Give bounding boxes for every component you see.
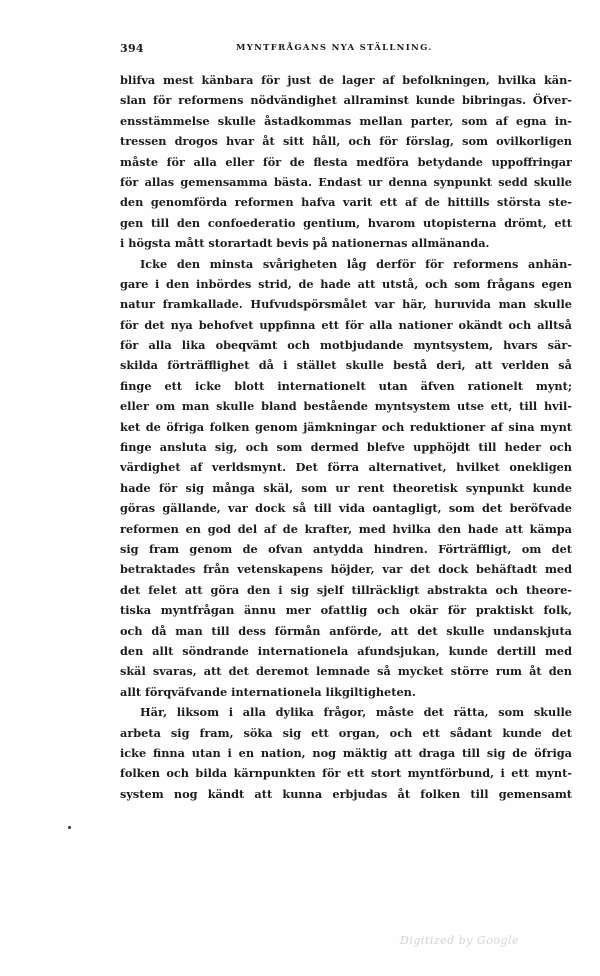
text-line: folken och bilda kärnpunkten för ett stort myntförbund, i ett mynt- — [120, 766, 572, 781]
text-line: tressen drogos hvar åt sitt håll, och för förslag, som ovilkorligen — [120, 134, 572, 149]
text-line: i högsta mått storartadt bevis på nationernas allmänanda. — [120, 236, 490, 251]
text-line: skäl svaras, att det deremot lemnade så mycket större rum åt den — [120, 664, 572, 679]
text-line: slan för reformens nödvändighet allraminst kunde bibringas. Öfver- — [120, 93, 572, 108]
text-line: den genomförda reformen hafva varit ett af de hittills största ste- — [120, 195, 572, 210]
text-line: eller om man skulle bland bestående myntsystem utse ett, till hvil- — [120, 399, 572, 414]
text-line: betraktades från vetenskapens höjder, var det dock behäftadt med — [120, 562, 572, 577]
paragraph-start-line: Här, liksom i alla dylika frågor, måste det rätta, som skulle — [140, 705, 572, 720]
text-line: system nog kändt att kunna erbjudas åt folken till gemensamt — [120, 786, 572, 801]
text-line: ket de öfriga folken genom jämkningar och reduktioner af sina mynt — [120, 419, 572, 434]
text-line: hade för sig många skäl, som ur rent theoretisk synpunkt kunde — [120, 480, 572, 495]
text-line: måste för alla eller för de flesta medföra betydande uppoffringar — [120, 154, 572, 169]
text-line: skilda förträfflighet då i stället skulle bestå deri, att verlden så — [120, 358, 572, 373]
text-line: finge ansluta sig, och som dermed blefve upphöjdt till heder och — [120, 440, 572, 455]
running-title: MYNTFRÅGANS NYA STÄLLNING. — [236, 43, 433, 53]
text-line: natur framkallade. Hufvudspörsmålet var här, huruvida man skulle — [120, 297, 572, 312]
text-line: sig fram genom de ofvan antydda hindren. Förträffligt, om det — [120, 541, 572, 556]
text-line: finge ett icke blott internationelt utan äfven rationelt mynt; — [120, 378, 572, 393]
text-line: arbeta sig fram, söka sig ett organ, och ett sådant kunde det — [120, 725, 572, 740]
text-line: blifva mest känbara för just de lager af befolkningen, hvilka kän- — [120, 73, 572, 87]
text-line: tiska myntfrågan ännu mer ofattlig och okär för praktiskt folk, — [120, 603, 572, 618]
text-line: allt förqväfvande internationela likgiltigheten. — [120, 684, 416, 699]
text-line: det felet att göra den i sig sjelf tillräckligt abstrakta och theore- — [120, 582, 572, 597]
text-line: för allas gemensamma bästa. Endast ur denna synpunkt sedd skulle — [120, 174, 572, 189]
text-line: reformen en god del af de krafter, med hvilka den hade att kämpa — [120, 521, 572, 536]
margin-mark — [68, 826, 71, 829]
digitization-watermark: Digitized by Google — [400, 934, 520, 947]
text-line: för det nya behofvet uppfinna ett för alla nationer okändt och alltså — [120, 317, 572, 332]
text-line: gare i den inbördes strid, de hade att utstå, och som frågans egen — [120, 276, 572, 291]
text-line: gen till den confoederatio gentium, hvarom utopisterna drömt, ett — [120, 215, 572, 230]
text-line: ensstämmelse skulle åstadkommas mellan parter, som af egna in- — [120, 113, 572, 128]
text-line: och då man till dess förmån anförde, att det skulle undanskjuta — [120, 623, 572, 638]
text-line: göras gällande, var dock så till vida oantagligt, som det beröfvade — [120, 501, 572, 516]
text-line: den allt söndrande internationela afundsjukan, kunde dertill med — [120, 643, 572, 658]
text-line: för alla lika obeqvämt och motbjudande myntsystem, hvars sär- — [120, 338, 572, 353]
page-header — [120, 42, 580, 58]
paragraph-start-line: Icke den minsta svårigheten låg derför för reformens anhän- — [140, 256, 572, 271]
text-line: icke finna utan i en nation, nog mäktig att draga till sig de öfriga — [120, 745, 572, 760]
page-number: 394 — [120, 42, 144, 55]
text-line: värdighet af verldsmynt. Det förra alternativet, hvilket onekligen — [120, 460, 572, 475]
body-text — [120, 70, 572, 804]
